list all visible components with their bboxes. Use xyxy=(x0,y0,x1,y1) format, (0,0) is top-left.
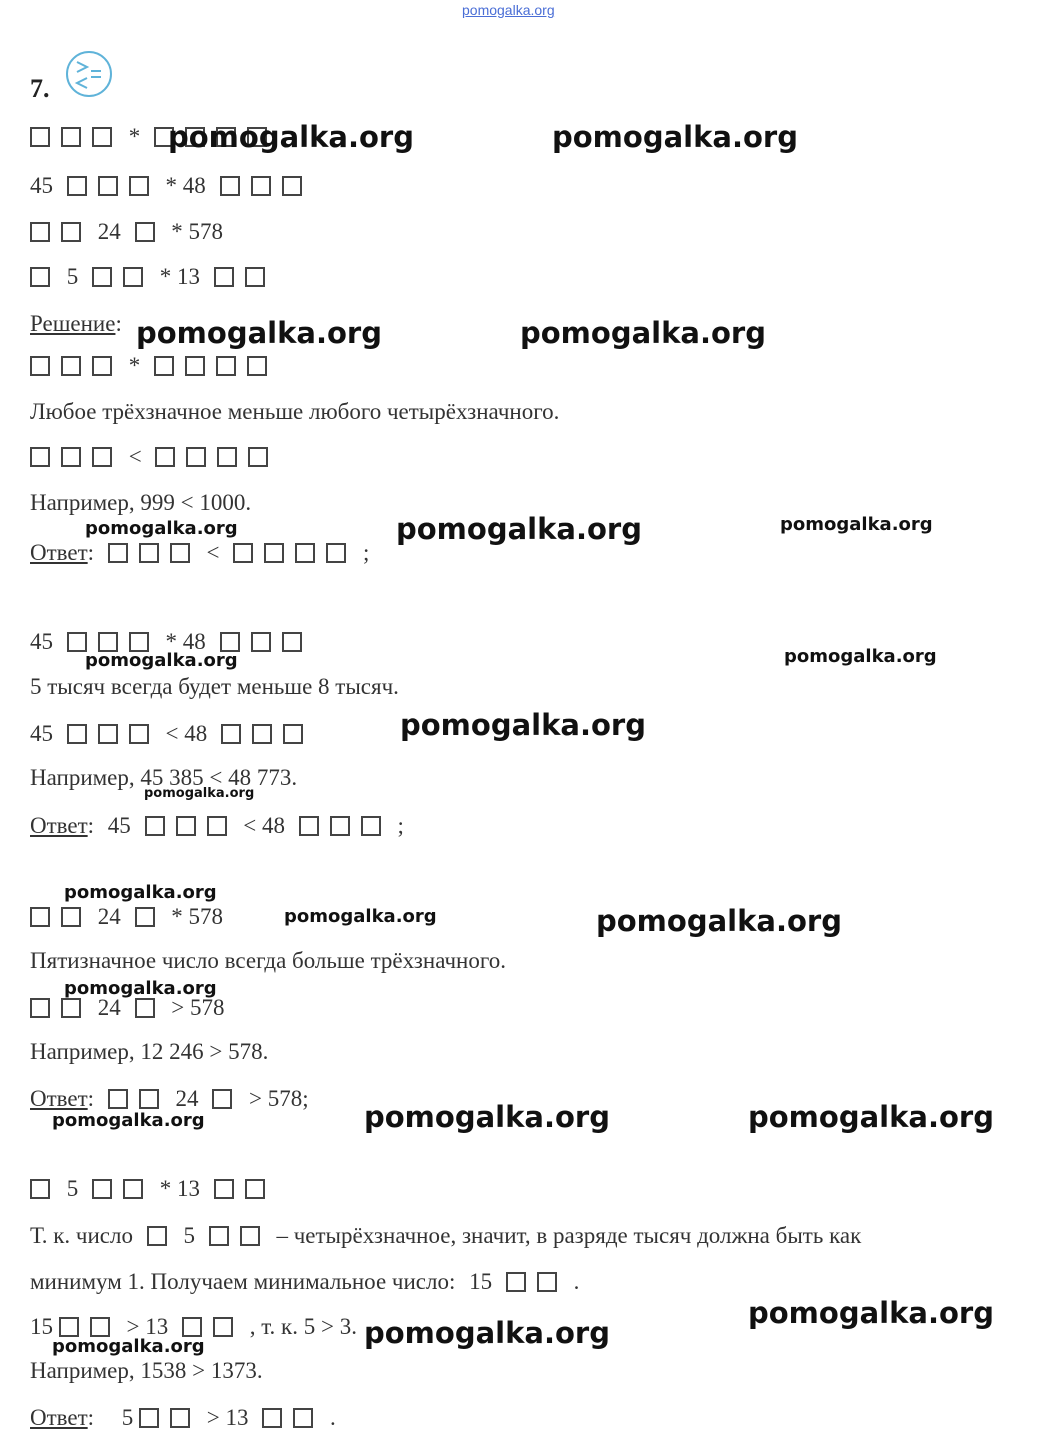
digit-box xyxy=(90,1317,110,1337)
digit-box xyxy=(139,1408,159,1428)
answer-line-1 xyxy=(30,537,369,567)
task-line-4-repeat xyxy=(30,1173,276,1203)
digit-box xyxy=(245,267,265,287)
digit-box xyxy=(61,907,81,927)
digit-box xyxy=(506,1272,526,1292)
compare-icon xyxy=(63,50,115,98)
digit-box xyxy=(30,222,50,242)
solution-line-1 xyxy=(30,350,278,380)
digit-box xyxy=(186,447,206,467)
watermark: pomogalka.org xyxy=(596,904,842,938)
number: 24 xyxy=(97,903,121,929)
digit-box xyxy=(295,543,315,563)
watermark: pomogalka.org xyxy=(748,1296,994,1330)
watermark: pomogalka.org xyxy=(85,518,238,539)
number: 5 xyxy=(66,1175,79,1201)
answer-line-2 xyxy=(30,810,404,840)
text: , т. к. 5 > 3. xyxy=(249,1313,357,1339)
paragraph: Например, 1538 > 1373. xyxy=(30,1358,263,1383)
digit-box xyxy=(129,176,149,196)
number: 45 xyxy=(30,172,53,198)
digit-box xyxy=(67,176,87,196)
digit-box xyxy=(248,447,268,467)
digit-box xyxy=(264,543,284,563)
answer-label: Ответ xyxy=(30,1404,88,1430)
operator: * 578 xyxy=(171,218,223,244)
operator: < xyxy=(128,443,142,469)
digit-box xyxy=(251,632,271,652)
punctuation: . xyxy=(573,1268,580,1294)
digit-box xyxy=(220,176,240,196)
text: минимум 1. Получаем минимальное число: xyxy=(30,1268,456,1294)
operator: > 578 xyxy=(171,994,225,1020)
digit-box xyxy=(59,1317,79,1337)
digit-box xyxy=(213,1317,233,1337)
number: 5 xyxy=(183,1222,195,1248)
digit-box xyxy=(330,816,350,836)
digit-box xyxy=(155,447,175,467)
digit-box xyxy=(61,127,81,147)
watermark: pomogalka.org xyxy=(552,120,798,154)
answer-line-4 xyxy=(30,1402,336,1432)
watermark: pomogalka.org xyxy=(400,708,646,742)
digit-box xyxy=(233,543,253,563)
digit-box xyxy=(135,998,155,1018)
watermark: pomogalka.org xyxy=(168,120,414,154)
digit-box xyxy=(30,907,50,927)
watermark: pomogalka.org xyxy=(64,978,217,999)
paragraph: Например, 12 246 > 578. xyxy=(30,1039,269,1064)
paragraph: Любое трёхзначное меньше любого четырёхзначного. xyxy=(30,399,560,424)
watermark: pomogalka.org xyxy=(396,512,642,546)
number: 15 xyxy=(30,1313,53,1339)
operator: < 48 xyxy=(165,720,208,746)
operator: * 578 xyxy=(171,903,223,929)
digit-box xyxy=(67,632,87,652)
digit-box xyxy=(537,1272,557,1292)
watermark: pomogalka.org xyxy=(85,650,238,671)
digit-box xyxy=(135,907,155,927)
colon: : xyxy=(87,1085,95,1111)
watermark: pomogalka.org xyxy=(52,1336,205,1357)
digit-box xyxy=(30,447,50,467)
digit-box xyxy=(30,356,50,376)
operator: * 48 xyxy=(165,172,206,198)
digit-box xyxy=(326,543,346,563)
digit-box xyxy=(61,222,81,242)
solution-line-3 xyxy=(30,718,314,748)
digit-box xyxy=(108,1089,128,1109)
answer-label: Ответ xyxy=(30,812,88,838)
digit-box xyxy=(145,816,165,836)
digit-box xyxy=(170,1408,190,1428)
digit-box xyxy=(251,176,271,196)
digit-box xyxy=(139,543,159,563)
paragraph xyxy=(30,1266,579,1296)
digit-box xyxy=(240,1226,260,1246)
digit-box xyxy=(108,543,128,563)
watermark: pomogalka.org xyxy=(144,786,255,801)
paragraph: Пятизначное число всегда больше трёхзначного. xyxy=(30,948,506,973)
text: Т. к. число xyxy=(30,1222,133,1248)
digit-box xyxy=(139,1089,159,1109)
solution-label: Решение xyxy=(30,310,116,336)
digit-box xyxy=(61,356,81,376)
number: 45 xyxy=(30,628,53,654)
answer-label: Ответ xyxy=(30,539,88,565)
digit-box xyxy=(67,724,87,744)
digit-box xyxy=(217,447,237,467)
number: 24 xyxy=(97,994,121,1020)
watermark: pomogalka.org xyxy=(748,1100,994,1134)
digit-box xyxy=(299,816,319,836)
watermark: pomogalka.org xyxy=(780,514,933,535)
paragraph: Например, 45 385 < 48 773. xyxy=(30,765,298,790)
operator: * 48 xyxy=(165,628,206,654)
digit-box xyxy=(98,632,118,652)
digit-box xyxy=(361,816,381,836)
answer-label: Ответ xyxy=(30,1085,88,1111)
punctuation: ; xyxy=(363,539,370,565)
task-number: 7. xyxy=(30,74,50,103)
digit-box xyxy=(245,1179,265,1199)
operator: * xyxy=(128,352,141,378)
task-line-3 xyxy=(30,216,231,246)
digit-box xyxy=(30,1179,50,1199)
digit-box xyxy=(283,724,303,744)
digit-box xyxy=(123,1179,143,1199)
number: 45 xyxy=(107,812,131,838)
digit-box xyxy=(214,1179,234,1199)
digit-box xyxy=(293,1408,313,1428)
operator: * 13 xyxy=(159,1175,200,1201)
colon: : xyxy=(87,812,95,838)
digit-box xyxy=(209,1226,229,1246)
watermark: pomogalka.org xyxy=(64,882,217,903)
digit-box xyxy=(30,267,50,287)
operator: > 13 xyxy=(206,1404,249,1430)
digit-box xyxy=(216,356,236,376)
number: 45 xyxy=(30,720,53,746)
colon: : xyxy=(87,539,95,565)
punctuation: ; xyxy=(397,812,404,838)
digit-box xyxy=(262,1408,282,1428)
watermark: pomogalka.org xyxy=(364,1316,610,1350)
task-line-4 xyxy=(30,261,276,291)
operator: > 578; xyxy=(249,1085,309,1111)
digit-box xyxy=(212,1089,232,1109)
digit-box xyxy=(129,632,149,652)
digit-box xyxy=(30,998,50,1018)
operator: < 48 xyxy=(243,812,286,838)
task-line-2 xyxy=(30,170,313,200)
watermark: pomogalka.org xyxy=(284,906,437,927)
operator: > 13 xyxy=(126,1313,169,1339)
digit-box xyxy=(182,1317,202,1337)
digit-box xyxy=(92,356,112,376)
digit-box xyxy=(92,267,112,287)
operator: * 13 xyxy=(159,263,200,289)
digit-box xyxy=(30,127,50,147)
watermark: pomogalka.org xyxy=(784,646,937,667)
paragraph: Например, 999 < 1000. xyxy=(30,490,252,515)
site-link[interactable]: pomogalka.org xyxy=(462,2,555,18)
digit-box xyxy=(247,356,267,376)
answer-line-3 xyxy=(30,1083,309,1113)
digit-box xyxy=(221,724,241,744)
number: 15 xyxy=(469,1268,493,1294)
operator: * xyxy=(128,123,141,149)
solution-heading xyxy=(30,308,122,338)
watermark: pomogalka.org xyxy=(136,316,382,350)
digit-box xyxy=(98,724,118,744)
digit-box xyxy=(252,724,272,744)
digit-box xyxy=(147,1226,167,1246)
digit-box xyxy=(176,816,196,836)
watermark: pomogalka.org xyxy=(364,1100,610,1134)
digit-box xyxy=(123,267,143,287)
digit-box xyxy=(61,998,81,1018)
paragraph: 5 тысяч всегда будет меньше 8 тысяч. xyxy=(30,674,399,699)
digit-box xyxy=(135,222,155,242)
digit-box xyxy=(220,632,240,652)
digit-box xyxy=(282,632,302,652)
operator: < xyxy=(206,539,220,565)
digit-box xyxy=(170,543,190,563)
digit-box xyxy=(92,127,112,147)
number: 24 xyxy=(175,1085,199,1111)
digit-box xyxy=(282,176,302,196)
number: 24 xyxy=(97,218,121,244)
solution-line-2 xyxy=(30,441,279,471)
colon: : xyxy=(87,1404,95,1430)
digit-box xyxy=(207,816,227,836)
number: 5 xyxy=(66,263,79,289)
punctuation: . xyxy=(330,1404,336,1430)
digit-box xyxy=(61,447,81,467)
colon: : xyxy=(115,310,122,336)
digit-box xyxy=(92,447,112,467)
digit-box xyxy=(129,724,149,744)
task-line-3-repeat xyxy=(30,901,231,931)
digit-box xyxy=(185,356,205,376)
digit-box xyxy=(98,176,118,196)
text: – четырёхзначное, значит, в разряде тысяч должна быть как xyxy=(276,1222,862,1248)
watermark: pomogalka.org xyxy=(520,316,766,350)
digit-box xyxy=(154,356,174,376)
digit-box xyxy=(92,1179,112,1199)
digit-box xyxy=(214,267,234,287)
paragraph xyxy=(30,1220,861,1250)
number: 5 xyxy=(121,1404,134,1430)
watermark: pomogalka.org xyxy=(52,1110,205,1131)
